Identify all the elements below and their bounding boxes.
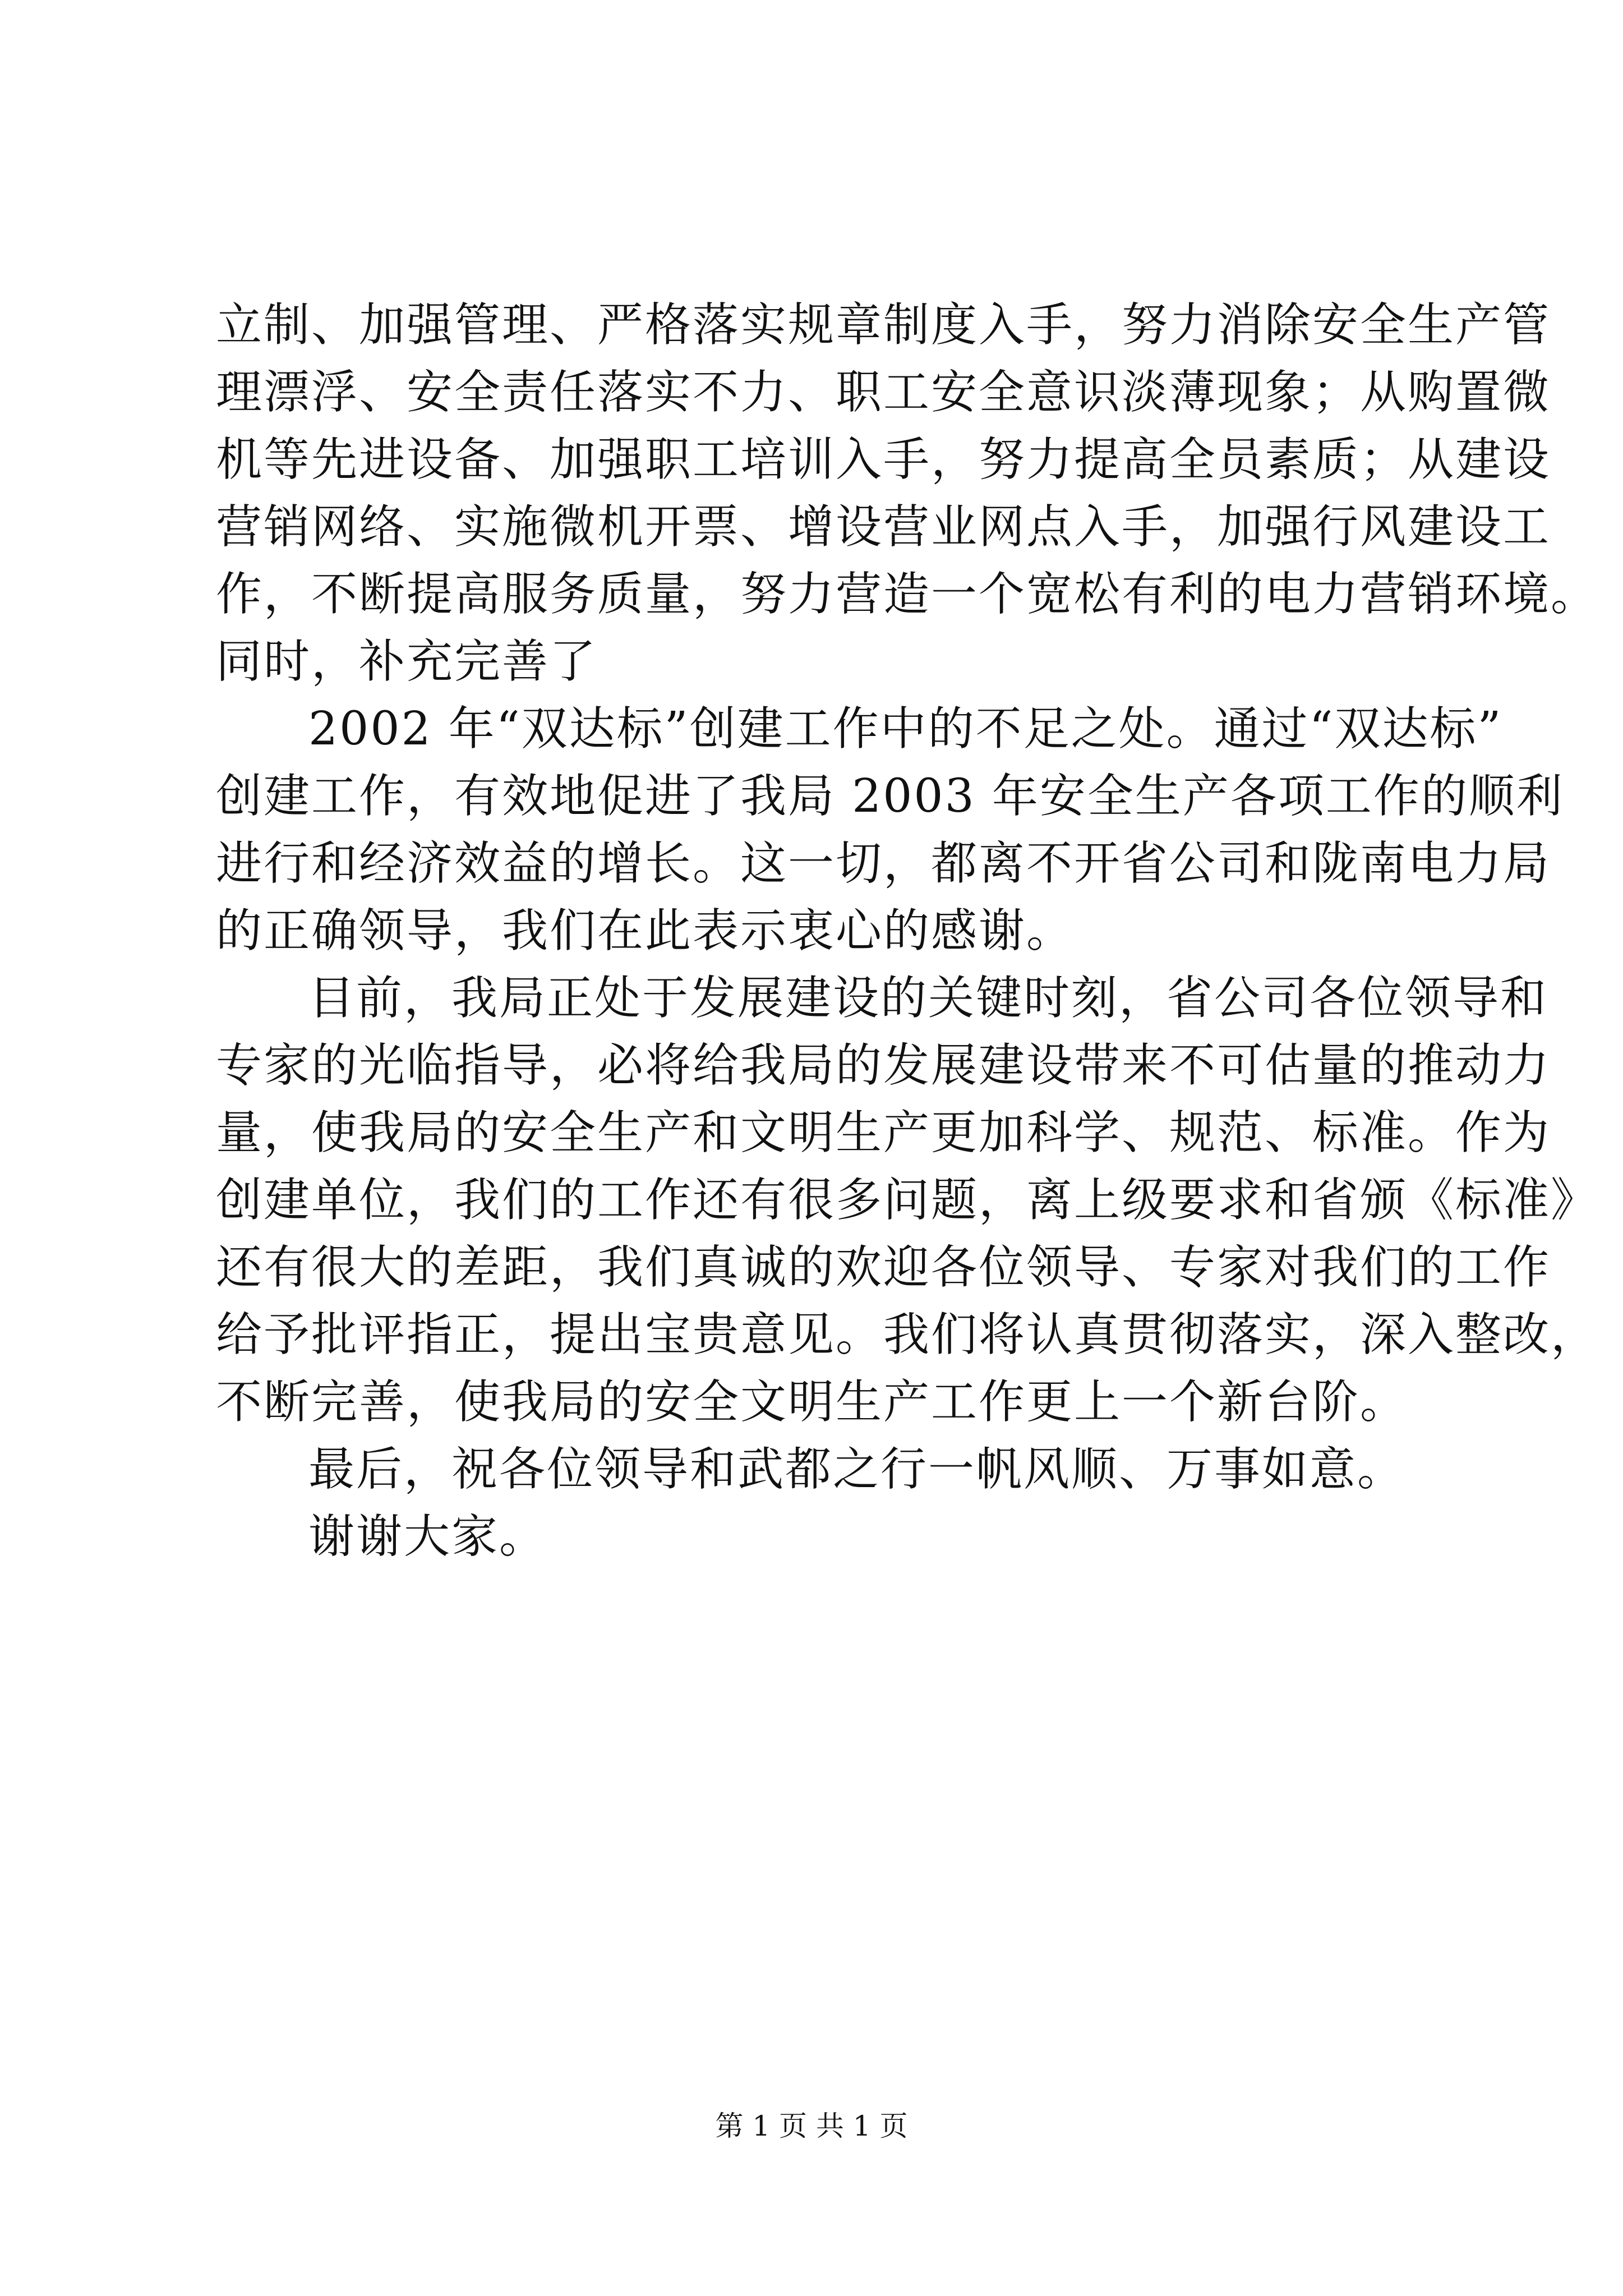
text-line: 创建工作，有效地促进了我局 2003 年安全生产各项工作的顺利 — [216, 770, 1564, 823]
text-line: 营销网络、实施微机开票、增设营业网点入手，加强行风建设工 — [216, 500, 1551, 554]
text-line: 2002 年“双达标”创建工作中的不足之处。通过“双达标” — [308, 702, 1503, 756]
text-line: 的正确领导，我们在此表示衷心的感谢。 — [216, 904, 1075, 958]
text-line: 立制、加强管理、严格落实规章制度入手，努力消除安全生产管 — [216, 298, 1551, 352]
text-line: 作，不断提高服务质量，努力营造一个宽松有利的电力营销环境。 — [216, 568, 1599, 621]
text-line: 还有很大的差距，我们真诚的欢迎各位领导、专家对我们的工作 — [216, 1241, 1551, 1294]
text-line: 给予批评指正，提出宝贵意见。我们将认真贯彻落实，深入整改， — [216, 1308, 1599, 1361]
text-line: 进行和经济效益的增长。这一切，都离不开省公司和陇南电力局 — [216, 837, 1551, 890]
text-line: 机等先进设备、加强职工培训入手，努力提高全员素质；从建设 — [216, 433, 1551, 486]
text-line: 创建单位，我们的工作还有很多问题，离上级要求和省颁《标准》 — [216, 1174, 1599, 1227]
text-line: 目前，我局正处于发展建设的关键时刻，省公司各位领导和 — [308, 972, 1548, 1025]
text-line: 专家的光临指导，必将给我局的发展建设带来不可估量的推动力 — [216, 1039, 1551, 1092]
text-line: 同时，补充完善了 — [216, 635, 598, 688]
page-number-footer: 第 1 页 共 1 页 — [715, 2110, 908, 2142]
text-line: 不断完善，使我局的安全文明生产工作更上一个新台阶。 — [216, 1375, 1408, 1429]
document-body — [216, 292, 1599, 1571]
text-line: 理漂浮、安全责任落实不力、职工安全意识淡薄现象；从购置微 — [216, 366, 1551, 419]
text-line: 量，使我局的安全生产和文明生产更加科学、规范、标准。作为 — [216, 1106, 1551, 1159]
text-line: 谢谢大家。 — [308, 1510, 547, 1563]
text-line: 最后，祝各位领导和武都之行一帆风顺、万事如意。 — [308, 1443, 1405, 1496]
